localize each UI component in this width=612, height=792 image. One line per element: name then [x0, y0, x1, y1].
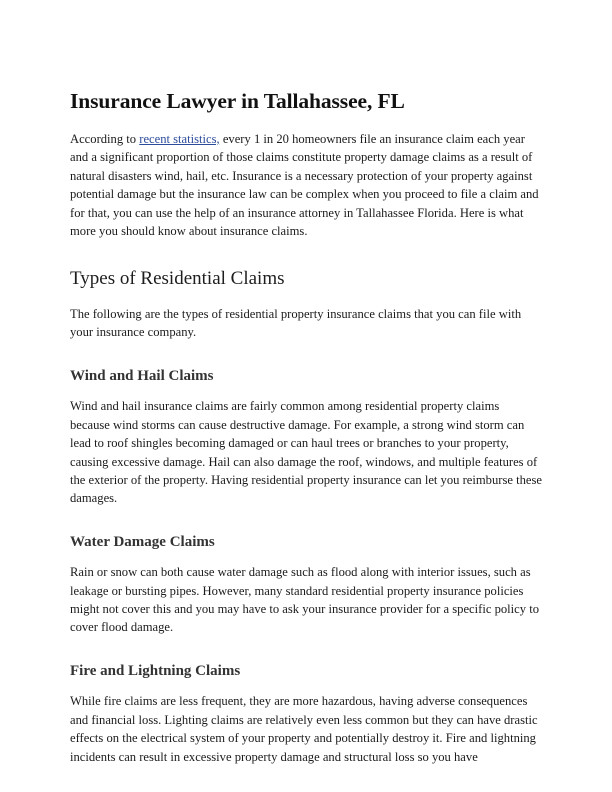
subsection-paragraph-water-damage-claims: Rain or snow can both cause water damage such as flood along with interior issues, such as leakage or bursting pipes. However, many standard residential property insurance policies might not cover this and you may have to ask your insurance provider for a specific policy to cover flood damage. [70, 565, 539, 635]
subsection-heading-wind-and-hail-claims: Wind and Hail Claims [70, 367, 214, 384]
section-heading-types-of-residential-claims: Types of Residential Claims [70, 268, 285, 290]
intro-paragraph [70, 130, 542, 240]
page-title: Insurance Lawyer in Tallahassee, FL [70, 89, 405, 113]
intro-text-after-link: every 1 in 20 homeowners file an insurance claim each year and a significant proportion of those claims constitute property damage claims as a result of natural disasters wind, hail, etc. Insurance is a necessary protection of your property against potential damage but the insurance law can be complex when you proceed to file a claim and for that, you can use the help of an insurance attorney in Tallahassee Florida. Here is what more you should know about insurance claims. [70, 131, 542, 238]
intro-text-before-link: According to [70, 131, 140, 146]
section-paragraph-types-of-residential-claims: The following are the types of residential property insurance claims that you can file with your insurance company. [70, 307, 522, 340]
subsection-heading-water-damage-claims: Water Damage Claims [70, 533, 215, 550]
subsection-paragraph-wind-and-hail-claims: Wind and hail insurance claims are fairly common among residential property claims because wind storms can cause destructive damage. For example, a strong wind storm can lead to roof shingles becoming damaged or can haul trees or branches to your property, causing excessive damage. Hail can also damage the roof, windows, and multiple features of the exterior of the property. Having residential property insurance can let you reimburse these damages. [70, 399, 542, 506]
subsection-heading-fire-and-lightning-claims: Fire and Lightning Claims [70, 662, 241, 679]
subsection-paragraph-fire-and-lightning-claims: While fire claims are less frequent, they are more hazardous, having adverse consequences and financial loss. Lighting claims are relatively even less common but they can have drastic effects on the electrical system of your property and potentially destroy it. Fire and lightning incidents can result in excessive property damage and structural loss so you have [70, 694, 538, 764]
recent-statistics-link[interactable]: recent statistics, [139, 131, 220, 146]
